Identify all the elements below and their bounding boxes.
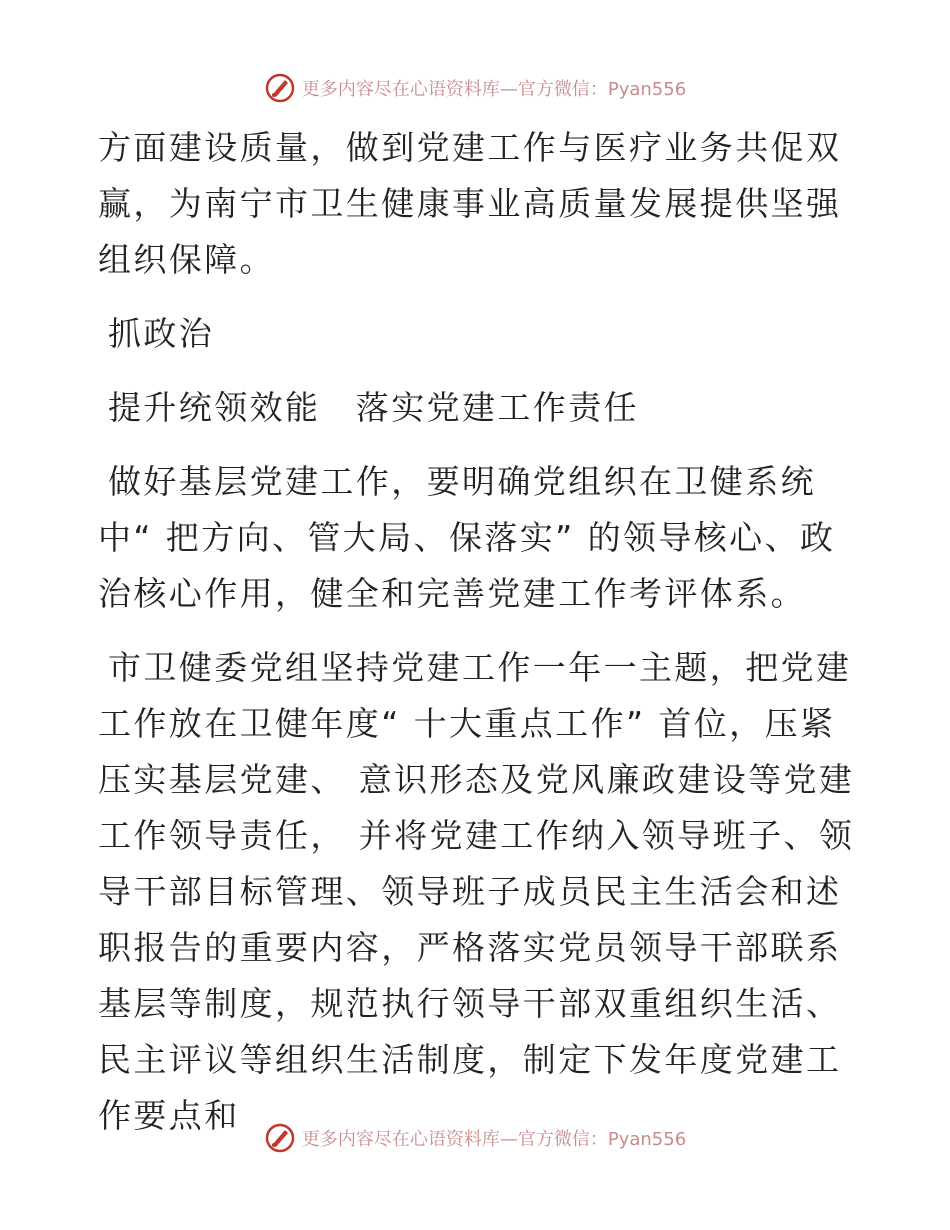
watermark-footer	[0, 1122, 950, 1154]
watermark-text: 更多内容尽在心语资料库—官方微信：Pyan556	[301, 79, 687, 100]
watermark-header	[0, 72, 950, 104]
paragraph-intro: 方面建设质量，做到党建工作与医疗业务共促双赢，为南宁市卫生健康事业高质量发展提供坚强组织保障。	[98, 128, 842, 279]
section-heading: 抓政治	[108, 314, 215, 353]
watermark-text: 更多内容尽在心语资料库—官方微信：Pyan556	[301, 1129, 687, 1150]
logo-icon	[264, 72, 296, 104]
section-subheading: 提升统领效能 落实党建工作责任	[108, 388, 639, 427]
paragraph-party-building: 做好基层党建工作，要明确党组织在卫健系统中“ 把方向、管大局、保落实” 的领导核心、政治核心作用，健全和完善党建工作考评体系。	[98, 462, 836, 613]
paragraph-commission-work: 市卫健委党组坚持党建工作一年一主题，把党建工作放在卫健年度“ 十大重点工作” 首位，压紧压实基层党建、 意识形态及党风廉政建设等党建工作领导责任， 并将党建工作纳入领导班子、领导干部目标管理、领导班子成员民主生活会和述职报告的重要内容，严格落实党员领导干部联系基层等制度，规范执行领导干部双重组织生活、民主评议等组织生活制度，制定下发年度党建工作要点和	[98, 648, 855, 1135]
document-body	[98, 120, 858, 1144]
logo-icon	[264, 1122, 296, 1154]
